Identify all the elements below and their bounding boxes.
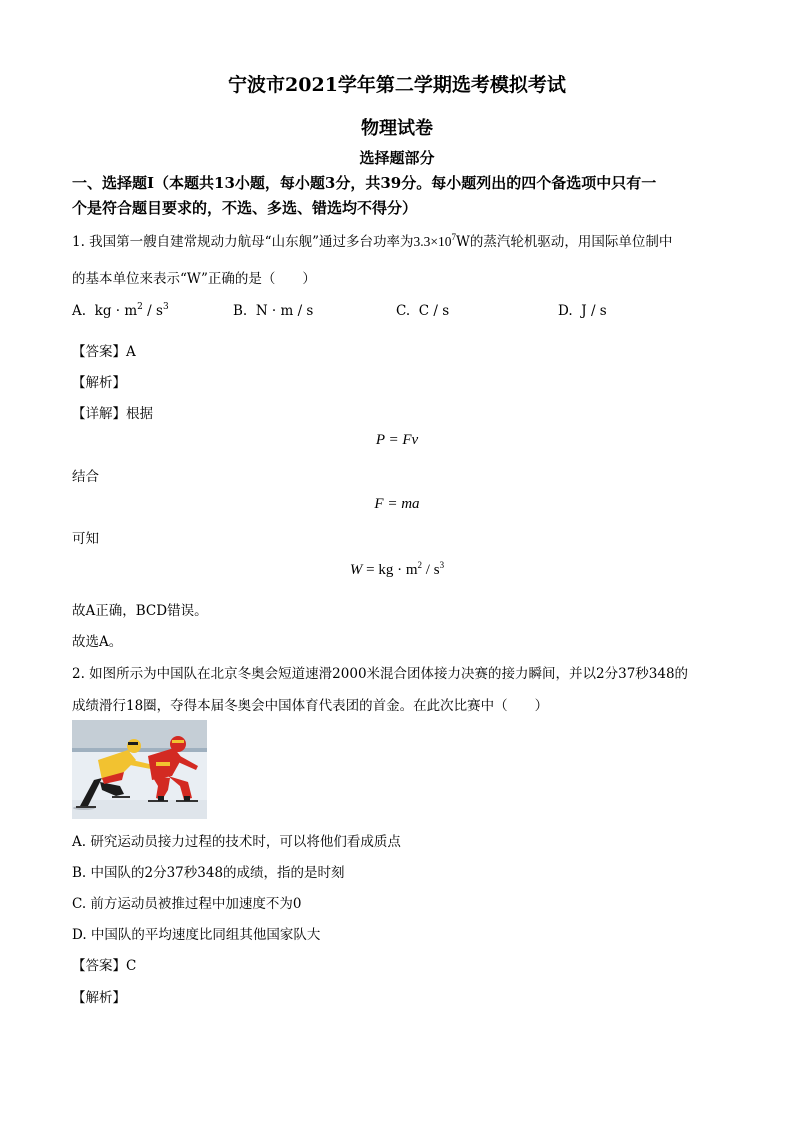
subject-title: 物理试卷 [361, 118, 433, 139]
section-heading-line1: 一、选择题Ⅰ（本题共13小题，每小题3分，共39分。每小题列出的四个备选项中只有一 [72, 174, 657, 192]
combine-text: 结合 [72, 469, 99, 485]
answer-value: A [126, 344, 136, 360]
q1-stem-text-a: 1. 我国第一艘自建常规动力航母“山东舰”通过多台功率为 [72, 234, 414, 250]
detail-text: 根据 [126, 406, 153, 422]
q1-stem-text-b: W的蒸汽轮机驱动，用国际单位制中 [455, 234, 673, 250]
q1-power-value: $3.3\times 10^7$ [413, 232, 456, 249]
q2-analysis-tag: 【解析】 [72, 990, 126, 1006]
answer-tag: 【答案】 [72, 344, 126, 360]
q2-answer [72, 954, 136, 974]
know-text: 可知 [72, 531, 99, 547]
q2-option-a: A. 研究运动员接力过程的技术时，可以将他们看成质点 [72, 834, 401, 850]
q2-option-d: D. 中国队的平均速度比同组其他国家队大 [72, 927, 321, 943]
q1-option-b: B. N · m / s [233, 303, 314, 319]
part-title: 选择题部分 [359, 149, 435, 167]
equation-power: P = Fv [375, 432, 419, 448]
q1-stem-line2: 的基本单位来表示“W”正确的是（ ） [72, 271, 316, 287]
q1-conclusion-2: 故选A。 [72, 634, 123, 650]
equation-watt: W = kg · $m^2 / s^3$ [349, 560, 445, 578]
equation-force: F = ma [374, 496, 420, 512]
q2-option-c: C. 前方运动员被推过程中加速度不为0 [72, 896, 302, 912]
speed-skating-photo [72, 720, 207, 819]
q1-conclusion-1: 故A正确，BCD错误。 [72, 603, 208, 619]
section-heading-line2: 个是符合题目要求的，不选、多选、错选均不得分） [72, 199, 418, 217]
q1-analysis-tag: 【解析】 [72, 375, 126, 391]
exam-title: 宁波市2021学年第二学期选考模拟考试 [228, 74, 566, 96]
q2-option-b: B. 中国队的2分37秒348的成绩，指的是时刻 [72, 865, 345, 881]
q1-stem-line1 [72, 230, 672, 250]
answer-tag: 【答案】 [72, 958, 126, 974]
q2-stem-line2: 成绩滑行18圈，夺得本届冬奥会中国体育代表团的首金。在此次比赛中（ ） [72, 698, 549, 714]
q1-answer [72, 340, 136, 360]
q1-detail [72, 402, 153, 422]
q1-option-d: D. J / s [558, 303, 607, 319]
q2-stem-line1: 2. 如图所示为中国队在北京冬奥会短道速滑2000米混合团体接力决赛的接力瞬间，并以2分37秒348的 [72, 666, 689, 682]
q1-option-c: C. C / s [396, 303, 450, 319]
q1-option-a: A. kg · $m^2 / s^3$ [72, 302, 169, 319]
answer-value: C [126, 958, 137, 974]
detail-tag: 【详解】 [72, 406, 126, 422]
